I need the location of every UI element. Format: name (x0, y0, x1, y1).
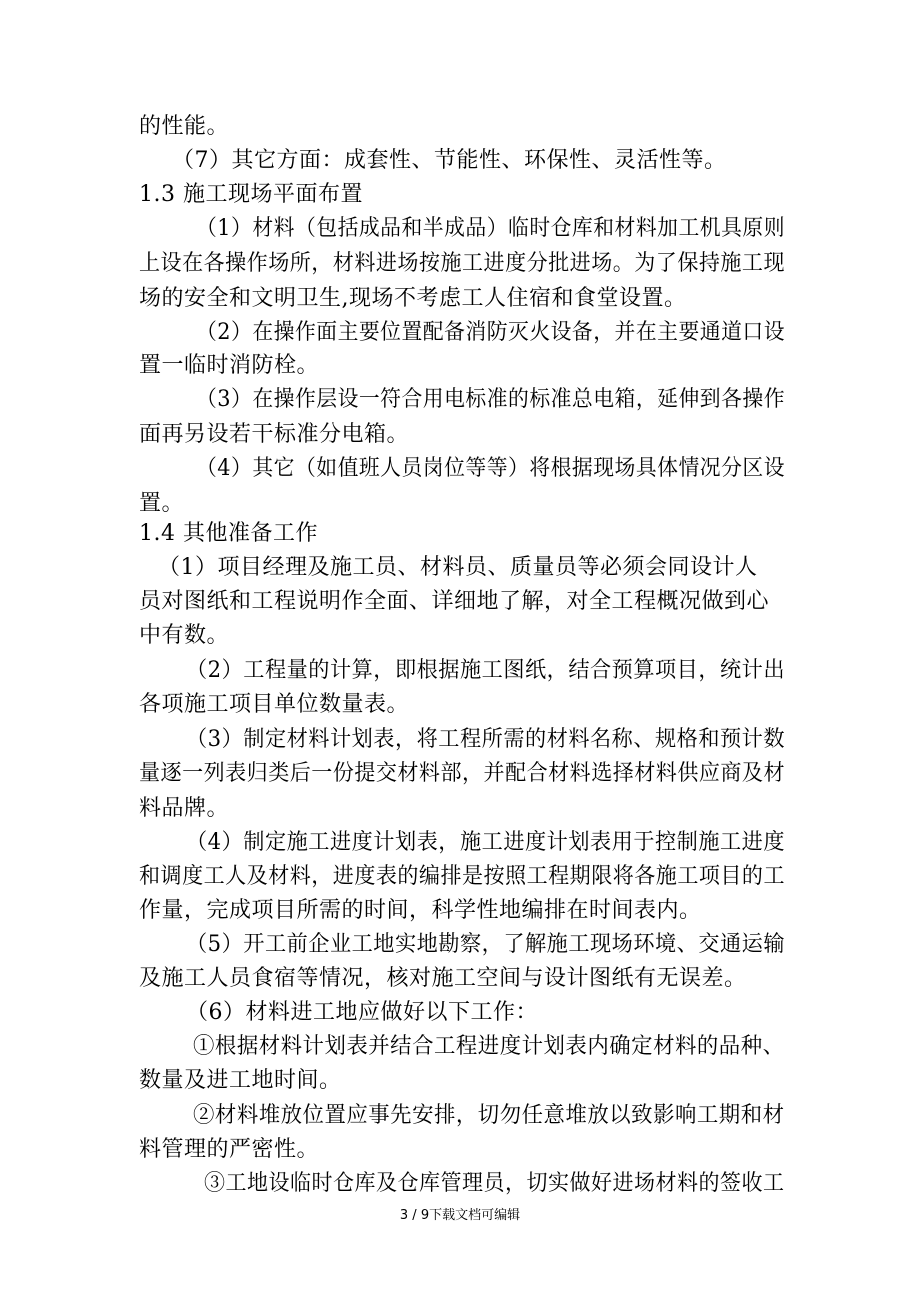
text-line: ①根据材料计划表并结合工程进度计划表内确定材料的品种、 (193, 1034, 785, 1059)
text-line: 数量及进工地时间。 (139, 1068, 342, 1093)
text-line: 作量，完成项目所需的时间，科学性地编排在时间表内。 (139, 898, 702, 923)
text-line: ③工地设临时仓库及仓库管理员，切实做好进场材料的签收工 (204, 1171, 785, 1196)
text-line: （6）材料进工地应做好以下工作： (186, 1000, 538, 1025)
text-line: 各项施工项目单位数量表。 (139, 692, 410, 717)
text-line: 置一临时消防栓。 (139, 353, 320, 378)
text-line: 置。 (139, 491, 185, 516)
text-line: 面再另设若干标准分电箱。 (139, 422, 410, 447)
text-line: 和调度工人及材料，进度表的编排是按照工程期限将各施工项目的工 (139, 864, 786, 889)
text-line: 的性能。 (139, 114, 230, 139)
text-line: 及施工人员食宿等情况，核对施工空间与设计图纸有无误差。 (139, 966, 747, 991)
text-line: 中有数。 (139, 623, 230, 648)
text-line: （2）工程量的计算，即根据施工图纸，结合预算项目，统计出 (186, 658, 785, 683)
text-line: （1）项目经理及施工员、材料员、质量员等必须会同设计人 (158, 555, 758, 580)
text-line: 量逐一列表归类后一份提交材料部，并配合材料选择材料供应商及材 (139, 761, 786, 786)
text-line: （2）在操作面主要位置配备消防灭火设备，并在主要通道口设 (196, 320, 785, 345)
text-line: （3）在操作层设一符合用电标准的标准总电箱，延伸到各操作 (196, 387, 785, 412)
text-line: （3）制定材料计划表，将工程所需的材料名称、规格和预计数 (186, 727, 785, 752)
text-line: ②材料堆放位置应事先安排，切勿任意堆放以致影响工期和材 (193, 1103, 785, 1128)
text-line: 员对图纸和工程说明作全面、详细地了解，对全工程概况做到心 (139, 589, 770, 614)
text-line: （4）其它（如值班人员岗位等等）将根据现场具体情况分区设 (196, 456, 785, 481)
text-line: 料管理的严密性。 (139, 1137, 320, 1162)
text-line: （5）开工前企业工地实地勘察，了解施工现场环境、交通运输 (186, 932, 785, 957)
section-heading: 1.3 施工现场平面布置 (139, 182, 363, 207)
text-line: 料品牌。 (139, 796, 230, 821)
text-line: （1）材料（包括成品和半成品）临时仓库和材料加工机具原则 (196, 216, 785, 241)
section-heading: 1.4 其他准备工作 (139, 521, 318, 546)
text-line: 上设在各操作场所，材料进场按施工进度分批进场。为了保持施工现 (139, 251, 786, 276)
text-line: 场的安全和文明卫生,现场不考虑工人住宿和食堂设置。 (139, 286, 687, 311)
text-line: （4）制定施工进度计划表，施工进度计划表用于控制施工进度 (186, 830, 785, 855)
page-footer: 3 / 9下载文档可编辑 (399, 1208, 521, 1223)
text-line: （7）其它方面：成套性、节能性、环保性、灵活性等。 (172, 148, 727, 173)
